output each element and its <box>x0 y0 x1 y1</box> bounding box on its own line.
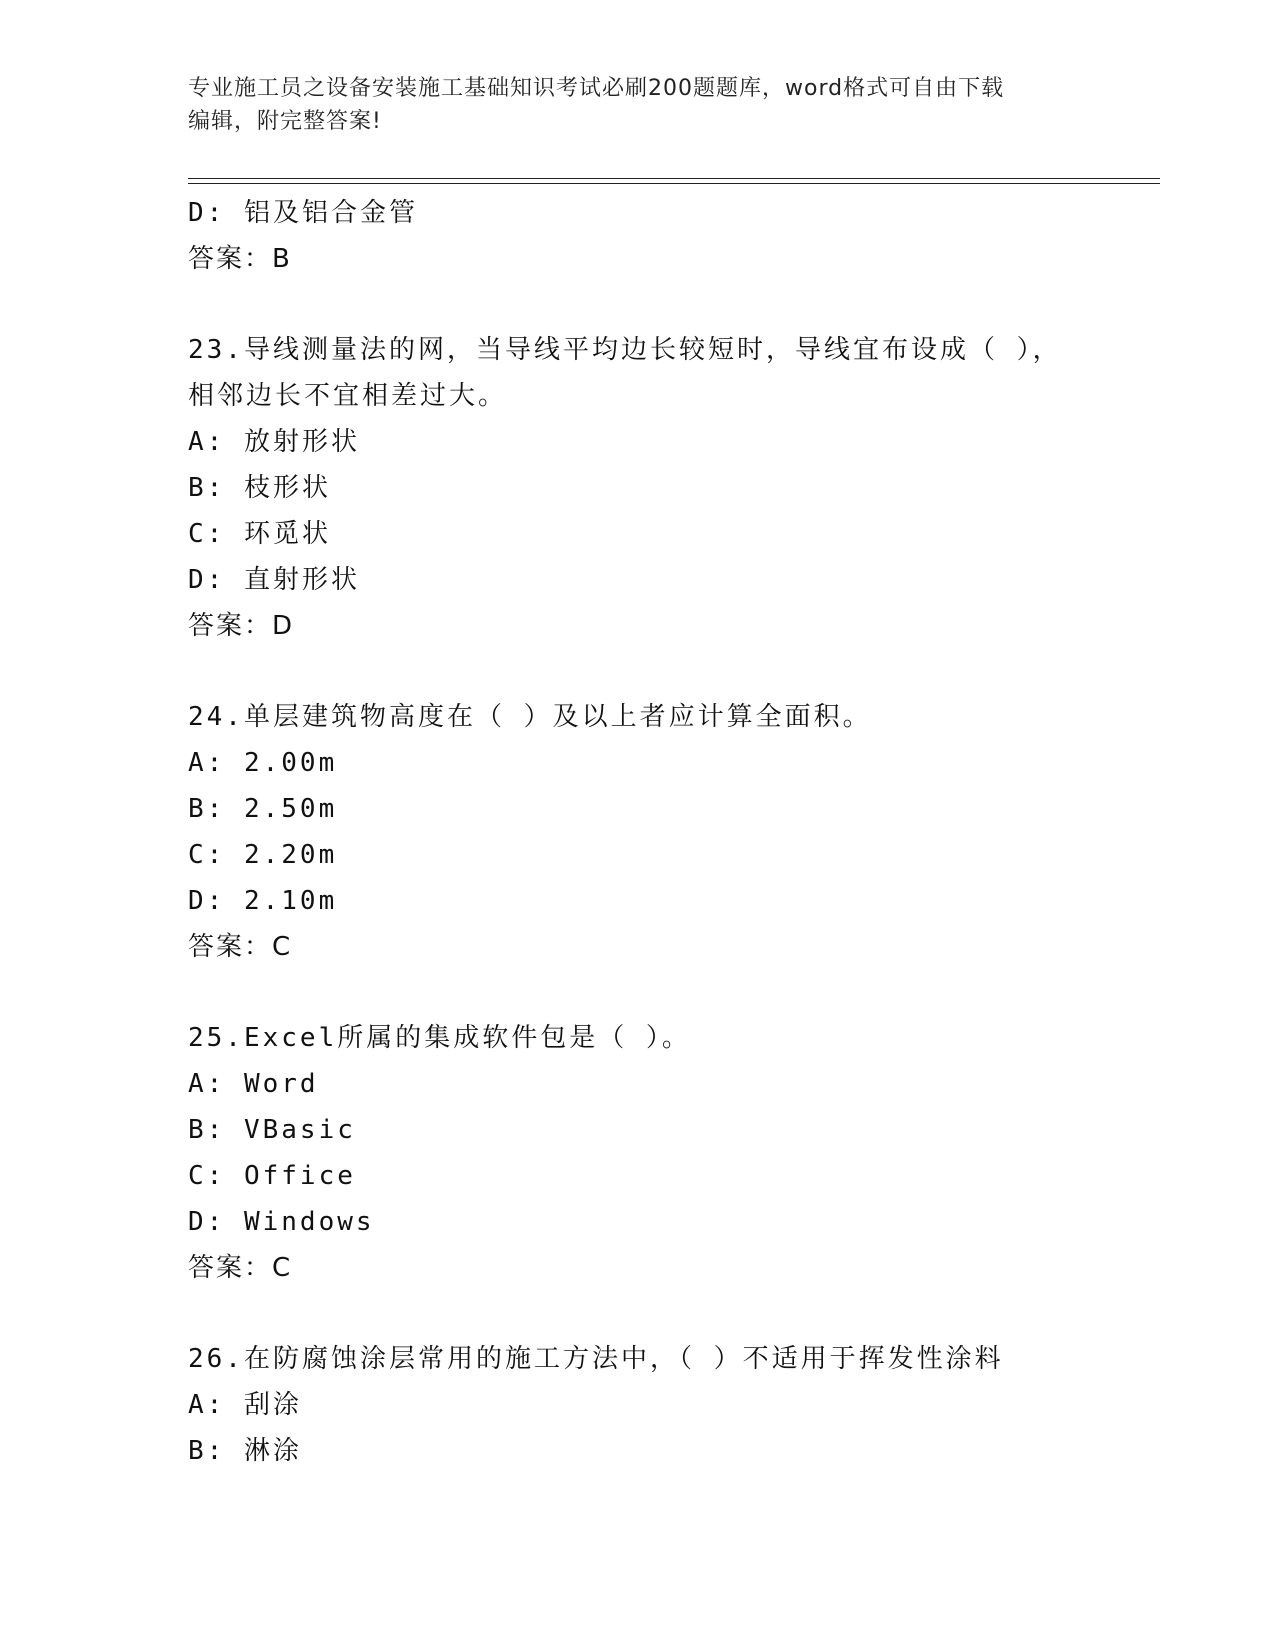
option-c: C: 2.20m <box>188 840 338 870</box>
question-stem: 24.单层建筑物高度在（ ）及以上者应计算全面积。 <box>188 702 872 732</box>
option-b: B: 淋涂 <box>188 1436 302 1466</box>
document-header <box>188 72 1088 138</box>
option-d: D: 2.10m <box>188 886 338 916</box>
header-title-line-2: 编辑，附完整答案! <box>188 109 382 134</box>
option-d: D: 铝及铝合金管 <box>188 198 418 228</box>
question-stem: 23.导线测量法的网，当导线平均边长较短时，导线宜布设成（ ）， <box>188 335 1062 365</box>
header-title-line-1: 专业施工员之设备安装施工基础知识考试必刷200题题库，word格式可自由下载 <box>188 76 1005 101</box>
header-divider-top <box>188 178 1160 179</box>
option-d: D: 直射形状 <box>188 565 360 595</box>
question-list <box>188 190 1088 1474</box>
option-c: C: Office <box>188 1161 356 1191</box>
question-stem: 25.Excel所属的集成软件包是（ ）。 <box>188 1023 691 1053</box>
question-block-24 <box>188 694 1088 970</box>
option-b: B: 枝形状 <box>188 473 331 503</box>
question-block-23 <box>188 327 1088 649</box>
answer-line: 答案：D <box>188 611 295 641</box>
question-block-25 <box>188 1015 1088 1291</box>
question-block-26 <box>188 1336 1088 1474</box>
option-b: B: 2.50m <box>188 794 338 824</box>
question-stem-continued: 相邻边长不宜相差过大。 <box>188 381 508 411</box>
question-block-22-tail <box>188 190 1088 282</box>
question-stem: 26.在防腐蚀涂层常用的施工方法中，（ ）不适用于挥发性涂料 <box>188 1344 1004 1374</box>
option-a: A: 2.00m <box>188 748 338 778</box>
option-a: A: 放射形状 <box>188 427 360 457</box>
option-a: A: Word <box>188 1069 319 1099</box>
answer-line: 答案：B <box>188 244 292 274</box>
header-divider-bottom <box>188 183 1160 184</box>
answer-line: 答案：C <box>188 932 293 962</box>
option-a: A: 刮涂 <box>188 1390 302 1420</box>
option-b: B: VBasic <box>188 1115 356 1145</box>
answer-line: 答案：C <box>188 1253 293 1283</box>
option-d: D: Windows <box>188 1207 375 1237</box>
option-c: C: 环觅状 <box>188 519 331 549</box>
